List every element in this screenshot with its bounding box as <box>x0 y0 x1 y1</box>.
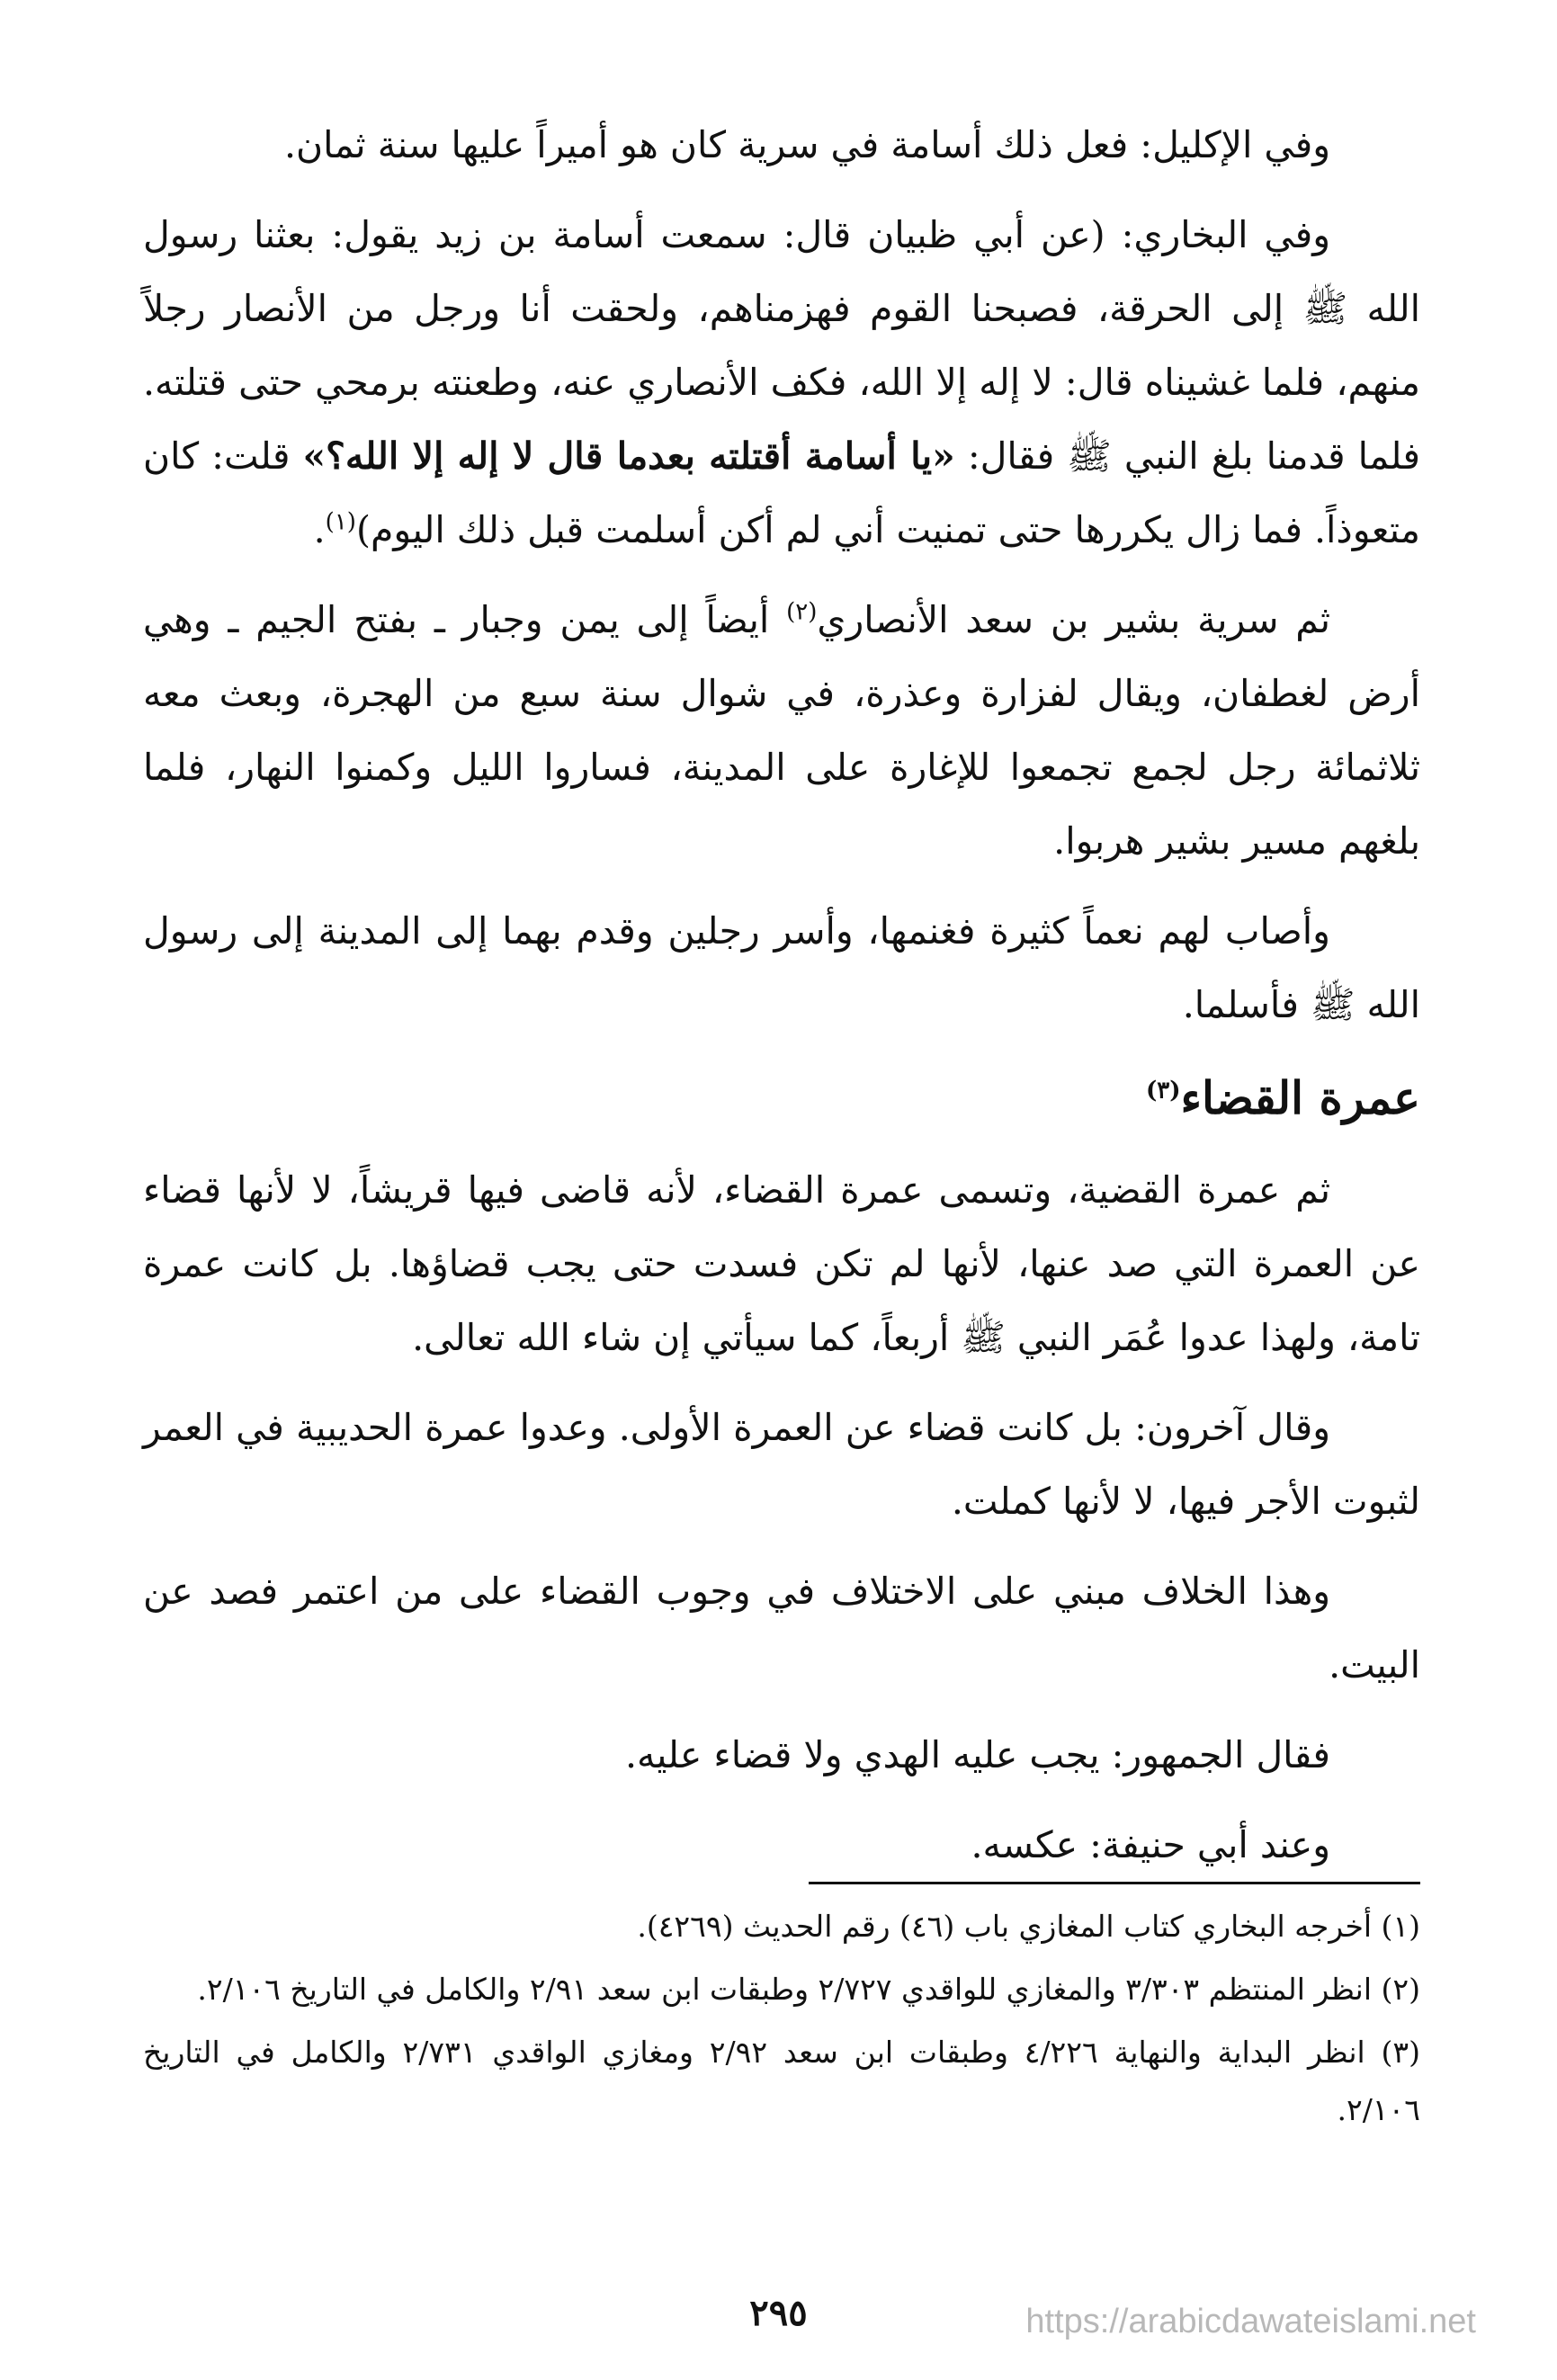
heading-text: عمرة القضاء <box>1180 1071 1420 1124</box>
bashir-text-1: ثم سرية بشير بن سعد الأنصاري <box>817 598 1330 641</box>
paragraph-disagreement: وهذا الخلاف مبني على الاختلاف في وجوب القضاء على من اعتمر فصد عن البيت. <box>143 1570 1420 1687</box>
page-number: ٢٩٥ <box>749 2292 808 2334</box>
paragraph-others-said: وقال آخرون: بل كانت قضاء عن العمرة الأولى. وعدوا عمرة الحديبية في العمر لثبوت الأجر فيها، لا لأنها كملت. <box>143 1406 1420 1523</box>
footnote-ref-2[interactable]: (٢) <box>786 598 818 626</box>
bashir-text-2: أيضاً إلى يمن وجبار ـ بفتح الجيم ـ وهي أرض لغطفان، ويقال لفزارة وعذرة، في شوال سنة سبع من الهجرة، وبعث معه ثلاثمائة رجل لجمع تجمعوا للإغارة على المدينة، فساروا الليل وكمنوا النهار، فلما بلغهم مسير بشير هربوا. <box>143 598 1420 863</box>
paragraph-bukhari <box>143 198 1420 567</box>
paragraph-majority: فقال الجمهور: يجب عليه الهدي ولا قضاء عليه. <box>624 1733 1330 1776</box>
paragraph-umrat-qadiyya: ثم عمرة القضية، وتسمى عمرة القضاء، لأنه قاضى فيها قريشاً، لا لأنها قضاء عن العمرة التي صد عنها، لأنها لم تكن فسدت حتى يجب قضاؤها. بل كانت عمرة تامة، ولهذا عدوا عُمَر النبي ﷺ أربعاً، كما سيأتي إن شاء الله تعالى. <box>143 1168 1420 1359</box>
bukhari-end: . <box>313 508 326 551</box>
section-heading <box>143 1058 1420 1139</box>
footnote-ref-3[interactable]: (٣) <box>1145 1077 1181 1105</box>
footnote-divider <box>809 1882 1420 1884</box>
bukhari-text-1: وفي البخاري: (عن أبي ظبيان قال: سمعت أسامة بن زيد يقول: بعثنا رسول الله ﷺ إلى الحرقة، فصبحنا القوم فهزمناهم، ولحقت أنا ورجل من الأنصار رجلاً منهم، فلما غشيناه قال: لا إله إلا الله، فكف الأنصاري عنه، وطعنته برمحي حتى قتلته. فلما قدمنا بلغ النبي ﷺ فقال: <box>143 213 1420 478</box>
paragraph-abu-hanifa: وعند أبي حنيفة: عكسه. <box>971 1823 1330 1866</box>
bukhari-quote: «يا أسامة أقتلته بعدما قال لا إله إلا الله؟» <box>302 434 955 478</box>
footnote-ref-1[interactable]: (١) <box>325 508 356 536</box>
footnote-1: (١) أخرجه البخاري كتاب المغازي باب (٤٦) رقم الحديث (٤٢٦٩). <box>637 1909 1420 1944</box>
watermark-url: https://arabicdawateislami.net <box>1025 2303 1476 2340</box>
paragraph-bashir-spoils: وأصاب لهم نعماً كثيرة فغنمها، وأسر رجلين وقدم بهما إلى المدينة إلى رسول الله ﷺ فأسلما. <box>143 909 1420 1026</box>
paragraph-iklil: وفي الإكليل: فعل ذلك أسامة في سرية كان هو أميراً عليها سنة ثمان. <box>283 123 1330 166</box>
bukhari-text-2: قلت: كان متعوذاً. فما زال يكررها حتى تمنيت أني لم أكن أسلمت قبل ذلك اليوم) <box>143 434 1420 551</box>
paragraph-bashir <box>143 583 1420 878</box>
footnotes <box>143 1898 1420 2144</box>
main-text <box>143 108 1420 1898</box>
footnote-2: (٢) انظر المنتظم ٣/٣٠٣ والمغازي للواقدي ٢/٧٢٧ وطبقات ابن سعد ٢/٩١ والكامل في التاريخ ٢/١٠٦. <box>197 1972 1420 2007</box>
footnote-3: (٣) انظر البداية والنهاية ٤/٢٢٦ وطبقات ابن سعد ٢/٩٢ ومغازي الواقدي ٢/٧٣١ والكامل في التاريخ ٢/١٠٦. <box>143 2035 1420 2127</box>
